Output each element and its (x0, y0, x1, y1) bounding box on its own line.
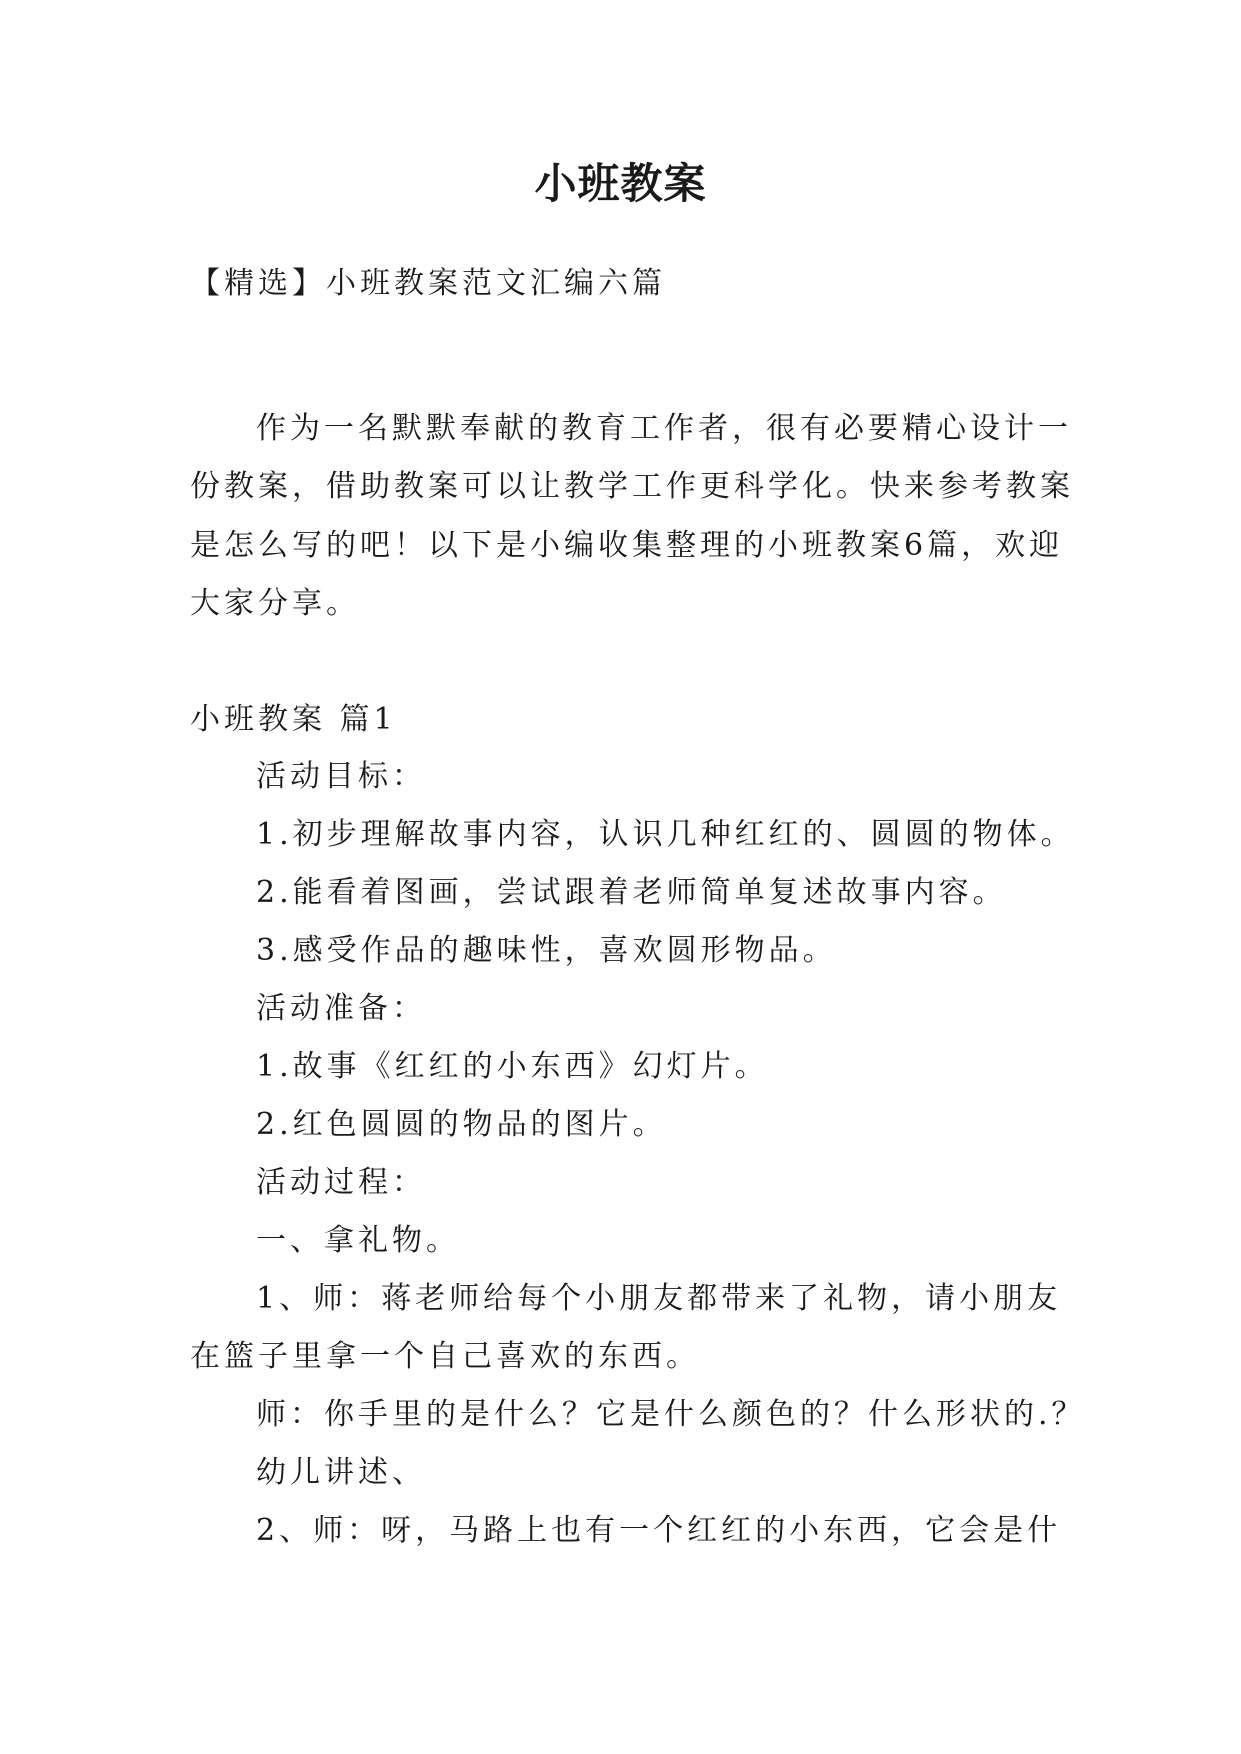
body-line: 活动目标： (256, 759, 426, 794)
intro-line-4: 大家分享。 (190, 586, 360, 621)
document-title: 小班教案 (534, 159, 707, 208)
body-line: 3.感受作品的趣味性，喜欢圆形物品。 (256, 933, 837, 968)
intro-line-3: 是怎么写的吧！以下是小编收集整理的小班教案6篇，欢迎 (190, 528, 1064, 563)
body-line: 2.能看着图画，尝试跟着老师简单复述故事内容。 (256, 875, 1007, 910)
body-line: 活动过程： (256, 1165, 426, 1200)
intro-line-1: 作为一名默默奉献的教育工作者，很有必要精心设计一 (256, 411, 1072, 446)
section-heading: 小班教案 篇1 (190, 702, 397, 737)
body-line: 幼儿讲述、 (256, 1455, 426, 1490)
body-line: 在篮子里拿一个自己喜欢的东西。 (190, 1339, 700, 1374)
body-line: 师：你手里的是什么？它是什么颜色的？什么形状的.？ (256, 1397, 1086, 1432)
document-subtitle: 【精选】小班教案范文汇编六篇 (190, 266, 666, 301)
body-line: 一、拿礼物。 (256, 1223, 460, 1258)
body-line: 1.故事《红红的小东西》幻灯片。 (256, 1049, 769, 1084)
body-line: 1.初步理解故事内容，认识几种红红的、圆圆的物体。 (256, 817, 1075, 852)
body-line: 2.红色圆圆的物品的图片。 (256, 1107, 667, 1142)
body-line: 1、师：蒋老师给每个小朋友都带来了礼物，请小朋友 (256, 1281, 1062, 1316)
body-line: 活动准备： (256, 991, 426, 1026)
body-line: 2、师：呀，马路上也有一个红红的小东西，它会是什 (256, 1513, 1062, 1548)
intro-line-2: 份教案，借助教案可以让教学工作更科学化。快来参考教案 (190, 469, 1074, 504)
